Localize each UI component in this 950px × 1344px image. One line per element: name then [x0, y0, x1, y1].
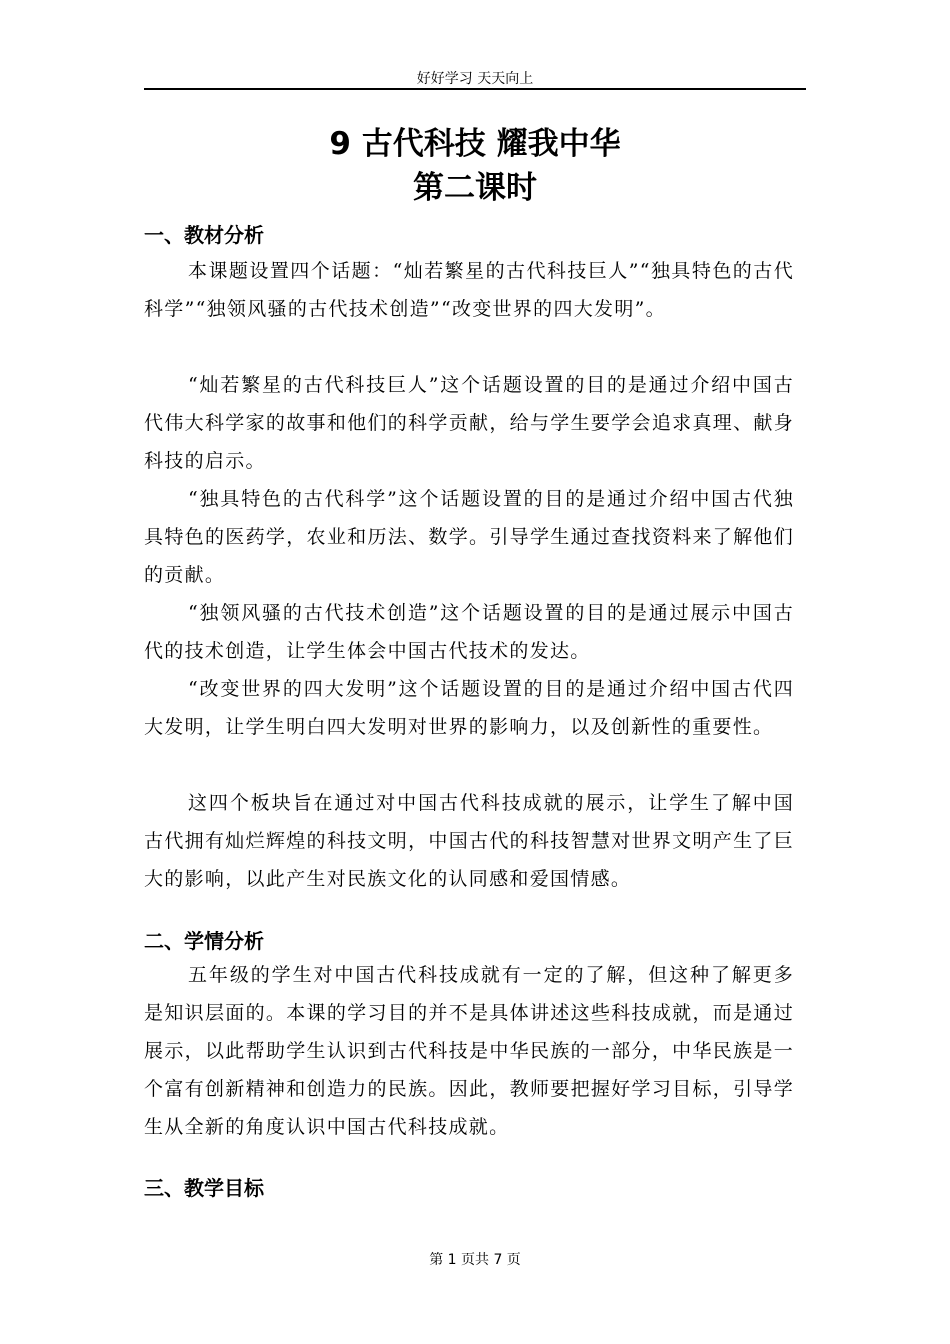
section-heading-learner-analysis: 二、学情分析	[144, 929, 264, 953]
document-title: 9 古代科技 耀我中华	[329, 126, 621, 162]
header-rule	[144, 88, 806, 90]
section-heading-textbook-analysis: 一、教材分析	[144, 223, 264, 247]
paragraph: 这四个板块旨在通过对中国古代科技成就的展示，让学生了解中国古代拥有灿烂辉煌的科技文明，中国古代的科技智慧对世界文明产生了巨大的影响，以此产生对民族文化的认同感和爱国情感。	[144, 792, 794, 890]
paragraph: 本课题设置四个话题：“灿若繁星的古代科技巨人”“独具特色的古代科学”“独领风骚的古代技术创造”“改变世界的四大发明”。	[144, 260, 794, 320]
page-header: 好好学习 天天向上	[416, 71, 534, 87]
paragraph: “独领风骚的古代技术创造”这个话题设置的目的是通过展示中国古代的技术创造，让学生体会中国古代技术的发达。	[144, 602, 794, 662]
paragraph: 五年级的学生对中国古代科技成就有一定的了解，但这种了解更多是知识层面的。本课的学习目的并不是具体讲述这些科技成就，而是通过展示，以此帮助学生认识到古代科技是中华民族的一部分，中华民族是一个富有创新精神和创造力的民族。因此，教师要把握好学习目标，引导学生从全新的角度认识中国古代科技成就。	[144, 964, 794, 1138]
document-subtitle: 第二课时	[413, 170, 537, 206]
paragraph: “改变世界的四大发明”这个话题设置的目的是通过介绍中国古代四大发明，让学生明白四大发明对世界的影响力，以及创新性的重要性。	[144, 678, 794, 738]
page-footer: 第 1 页共 7 页	[429, 1252, 521, 1268]
section-heading-teaching-goals: 三、教学目标	[144, 1176, 264, 1200]
paragraph: “独具特色的古代科学”这个话题设置的目的是通过介绍中国古代独具特色的医药学，农业和历法、数学。引导学生通过查找资料来了解他们的贡献。	[144, 488, 794, 586]
paragraph: “灿若繁星的古代科技巨人”这个话题设置的目的是通过介绍中国古代伟大科学家的故事和他们的科学贡献，给与学生要学会追求真理、献身科技的启示。	[144, 374, 794, 472]
